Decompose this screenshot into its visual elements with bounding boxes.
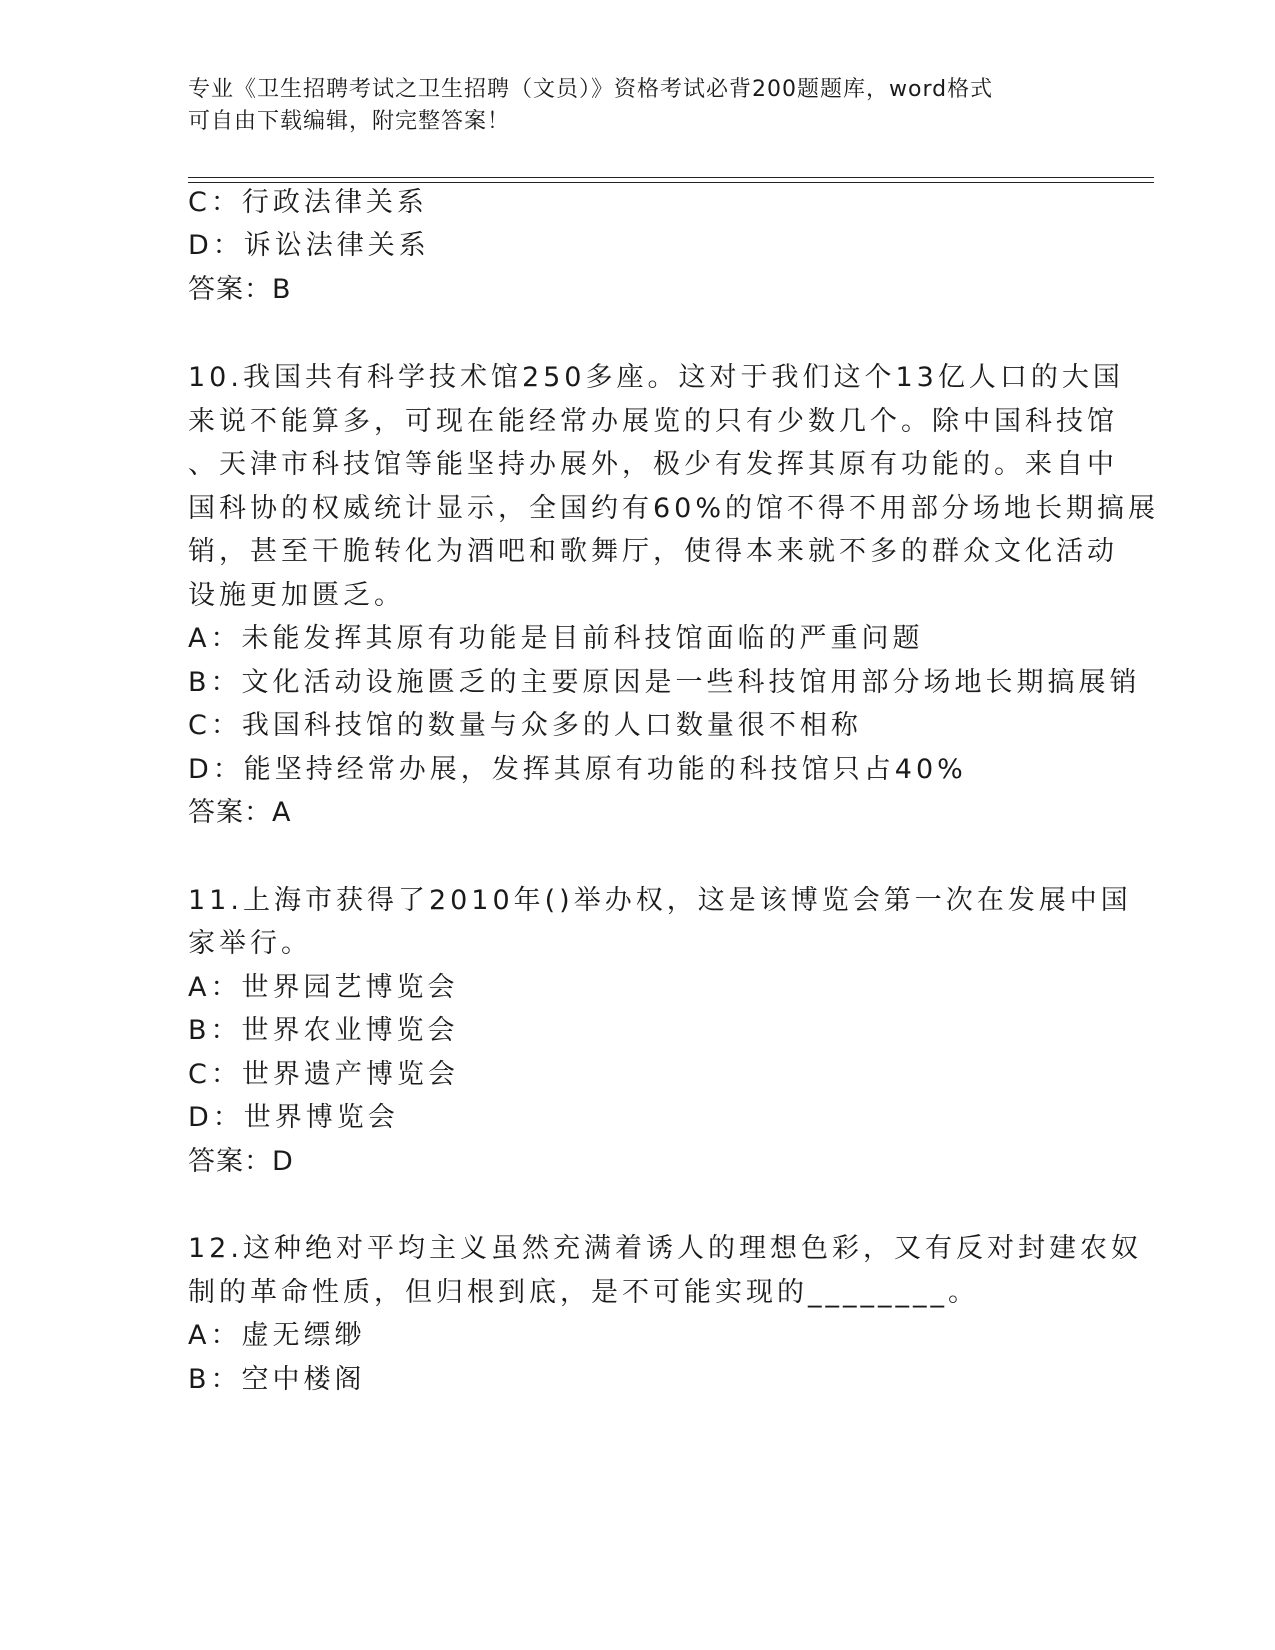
header-line-2: 可自由下载编辑，附完整答案！: [188, 109, 511, 134]
q9-answer: 答案：B: [188, 274, 292, 305]
header-divider-top: [188, 177, 1154, 178]
document-header: [188, 74, 1088, 138]
q10-option-a: A：未能发挥其原有功能是目前科技馆面临的严重问题: [188, 623, 924, 654]
q10-option-b: B：文化活动设施匮乏的主要原因是一些科技馆用部分场地长期搞展销: [188, 667, 1141, 698]
q12-stem-line-2: 制的革命性质，但归根到底，是不可能实现的________。: [188, 1277, 979, 1308]
q10-stem-line-5: 销，甚至干脆转化为酒吧和歌舞厅，使得本来就不多的群众文化活动: [188, 536, 1118, 567]
q10-stem-line-3: 、天津市科技馆等能坚持办展外，极少有发挥其原有功能的。来自中: [188, 449, 1118, 480]
q10-answer: 答案：A: [188, 797, 292, 828]
q12-option-b: B：空中楼阁: [188, 1364, 366, 1395]
q11-option-d: D：世界博览会: [188, 1102, 399, 1133]
q9-option-c: C：行政法律关系: [188, 187, 428, 218]
q12-stem-line-1: 12.这种绝对平均主义虽然充满着诱人的理想色彩，又有反对封建农奴: [188, 1233, 1142, 1264]
q11-option-c: C：世界遗产博览会: [188, 1059, 459, 1090]
q11-stem-line-1: 11.上海市获得了2010年()举办权，这是该博览会第一次在发展中国: [188, 885, 1132, 916]
q11-answer: 答案：D: [188, 1146, 294, 1177]
q12-option-a: A：虚无缥缈: [188, 1320, 366, 1351]
q10-option-c: C：我国科技馆的数量与众多的人口数量很不相称: [188, 710, 862, 741]
q11-option-a: A：世界园艺博览会: [188, 972, 459, 1003]
header-line-1: 专业《卫生招聘考试之卫生招聘（文员）》资格考试必背200题题库，word格式: [188, 77, 994, 102]
q10-option-d: D：能坚持经常办展，发挥其原有功能的科技馆只占40%: [188, 754, 967, 785]
q9-option-d: D：诉讼法律关系: [188, 230, 430, 261]
q10-stem-line-1: 10.我国共有科学技术馆250多座。这对于我们这个13亿人口的大国: [188, 362, 1124, 393]
q10-stem-line-2: 来说不能算多，可现在能经常办展览的只有少数几个。除中国科技馆: [188, 406, 1118, 437]
q11-stem-line-2: 家举行。: [188, 928, 312, 959]
q10-stem-line-4: 国科协的权威统计显示，全国约有60%的馆不得不用部分场地长期搞展: [188, 493, 1160, 524]
header-divider-bottom: [188, 182, 1154, 183]
q10-stem-line-6: 设施更加匮乏。: [188, 580, 405, 611]
q11-option-b: B：世界农业博览会: [188, 1015, 459, 1046]
